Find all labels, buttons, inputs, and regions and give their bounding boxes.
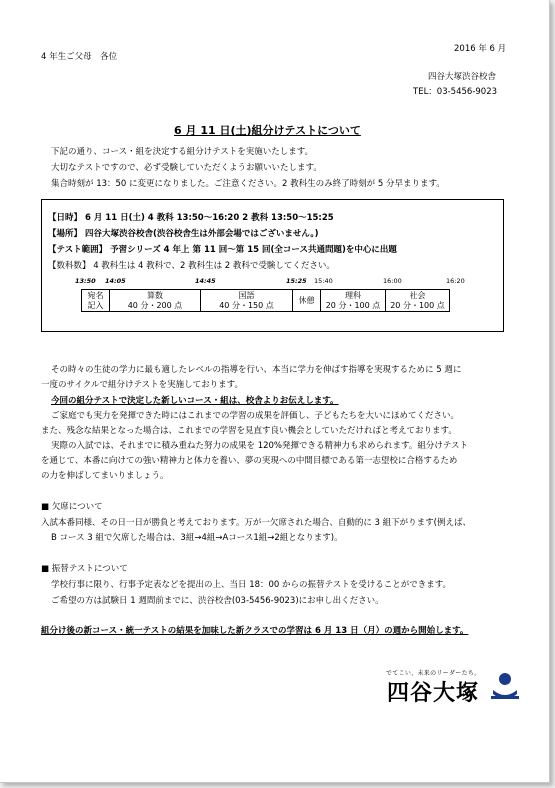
- schedule-cell-japanese: 国語 40 分・150 点: [201, 290, 293, 312]
- page-title: 6 月 11 日(土)組分けテストについて: [174, 124, 361, 137]
- absence-line: B コース 3 組で欠席した場合は、3組→4組→Aコース1組→2組となります)。: [51, 533, 343, 543]
- schedule-cell-social: 社会 20 分・100 点: [386, 290, 450, 312]
- issue-date: 2016 年 6 月: [454, 44, 507, 54]
- schedule-time: 15:40: [314, 277, 333, 285]
- makeup-heading: ■ 振替テストについて: [41, 564, 128, 574]
- intro-line: 下記の通り、コース・組を決定する組分けテストを実施いたします。: [51, 147, 314, 157]
- absence-line: 入試本番同様、その日一日が勝負と考えております。万が一欠席された場合、自動的に 3 組下がります(例えば、: [41, 518, 471, 528]
- body-line: ご家庭でも実力を発揮できた時にはこれまでの学習の成果を評価し、子どもたちを大いにほめてください。: [51, 411, 460, 421]
- footer-note: 組分け後の新コース・統一テストの結果を加味した新クラスでの学習は 6 月 13 日（月）の週から開始します。: [41, 626, 469, 636]
- body-line: の力を伸ばしてまいりましょう。: [41, 471, 169, 481]
- body-line: その時々の生徒の学力に最も適したレベルの指導を行い、本当に学力を伸ばす指導を実現するために 5 週に: [51, 365, 462, 375]
- logo-tagline: でてこい、未来のリーダーたち。: [386, 670, 481, 677]
- intro-line: 大切なテストですので、必ず受験していただくようお願いいたします。: [51, 163, 322, 173]
- schedule-table: [81, 289, 450, 312]
- detail-place: 【場所】 四谷大塚渋谷校舎(渋谷校舎生は外部会場ではございません。): [48, 229, 319, 239]
- body-line: 実際の入試では、それまでに積み重ねた努力の成果を 120%発揮できる精神力も求められます。組分けテスト: [51, 441, 468, 451]
- schedule-cell-break: 休憩: [293, 290, 321, 312]
- logo-name: 四谷大塚: [387, 681, 480, 706]
- body-line: を通じて、本番に向けての強い精神力と体力を養い、夢の実現への中間目標である第一志望校に合格するため: [41, 456, 458, 466]
- school-tel: TEL：03-5456-9023: [413, 87, 498, 97]
- body-line: 一度のサイクルで組分けテストを実施しております。: [41, 380, 243, 390]
- schedule-time: 14:45: [195, 277, 216, 285]
- absence-heading: ■ 欠席について: [41, 502, 103, 512]
- schedule-time: 14:05: [105, 277, 126, 285]
- detail-date: 【日時】 6 月 11 日(土) 4 教科 13:50～16:20 2 教科 13:50～15:25: [48, 213, 334, 223]
- intro-line: 集合時刻が 13：50 に変更になりました。ご注意ください。2 教科生のみ終了時刻が 5 分早まります。: [51, 179, 445, 189]
- logo-mark-icon: [489, 670, 521, 702]
- schedule-time: 16:20: [446, 277, 465, 285]
- schedule-cell-science: 理科 20 分・100 点: [321, 290, 386, 312]
- makeup-line: ご希望の方は試験日 1 週間前までに、渋谷校舎(03-5456-9023)にお申し出ください。: [51, 596, 384, 606]
- body-line: また、残念な結果となった場合は、これまでの学習を見直す良い機会としていただければと考えております。: [41, 426, 457, 436]
- schedule-time: 13:50: [75, 277, 96, 285]
- schedule-time: 16:00: [383, 277, 402, 285]
- addressee: 4 年生ご父母 各位: [41, 52, 118, 62]
- schedule-cell-address: 宛名 記入: [82, 290, 110, 312]
- makeup-line: 学校行事に限り、行事予定表などを提出の上、当日 18：00 からの振替テストを受けることができます。: [51, 580, 452, 590]
- detail-subjects: 【数科数】 4 教科生は 4 教科で、2 教科生は 2 教科で受験してください。: [48, 261, 335, 271]
- body-line-emphasis: 今回の組分テストで決定した新しいコース・組は、校舎よりお伝えします。: [51, 396, 339, 406]
- detail-range: 【テスト範囲】 予習シリーズ 4 年上 第 11 回～第 15 回(全コース共通問題)を中心に出題: [48, 245, 397, 255]
- schedule-time: 15:25: [286, 277, 307, 285]
- school-name: 四谷大塚渋谷校舎: [428, 72, 497, 82]
- schedule-cell-math: 算数 40 分・200 点: [110, 290, 201, 312]
